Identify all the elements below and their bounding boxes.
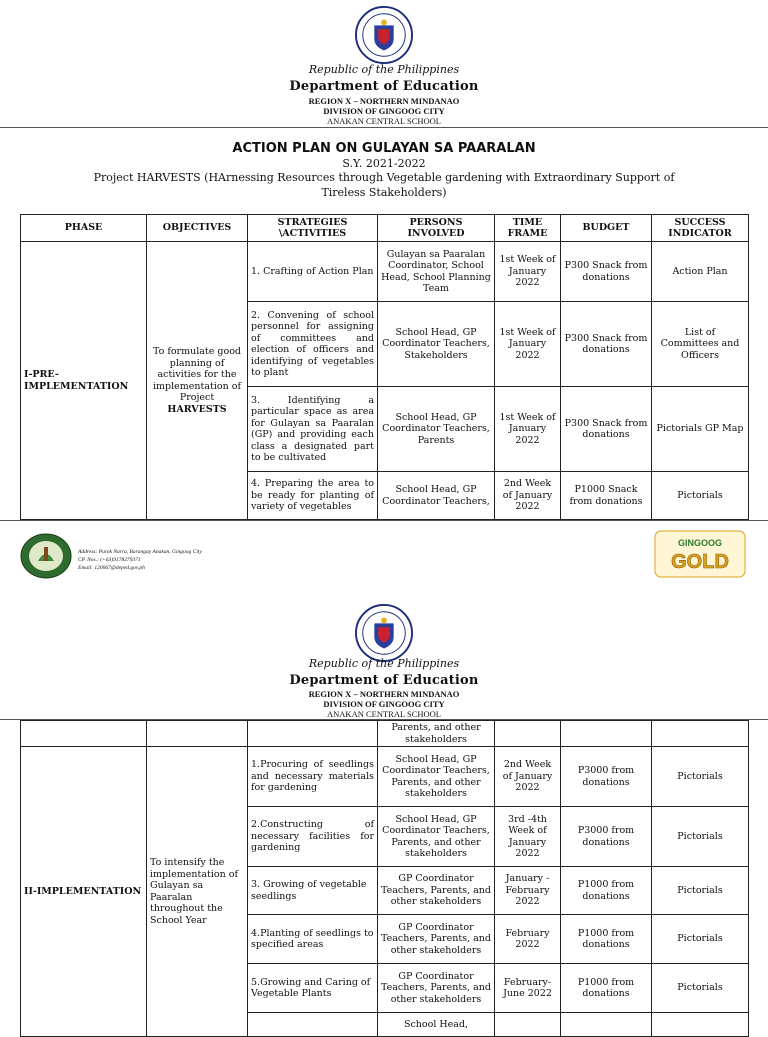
school-text: ANAKAN CENTRAL SCHOOL	[327, 116, 441, 126]
project-line-2: Tireless Stakeholders)	[321, 186, 447, 199]
objective-cell	[147, 721, 248, 747]
indicator-cell: Pictorials	[652, 472, 749, 520]
indicator-cell: Pictorials	[652, 747, 749, 807]
persons-cell: Gulayan sa Paaralan Coordinator, School Head, School Planning Team	[378, 242, 495, 302]
table-row	[21, 747, 749, 807]
persons-cell: GP Coordinator Teachers, Parents, and other stakeholders	[378, 867, 495, 915]
column-header: OBJECTIVES	[147, 215, 248, 242]
objective-cell	[147, 242, 248, 520]
indicator-cell	[652, 721, 749, 747]
division-text: DIVISION OF GINGOOG CITY	[323, 699, 445, 709]
activity-cell: 4.Planting of seedlings to specified areas	[248, 915, 378, 964]
persons-cell: School Head, GP Coordinator Teachers,	[378, 472, 495, 520]
activity-cell: 3. Growing of vegetable seedlings	[248, 867, 378, 915]
time-cell: 1st Week of January 2022	[495, 242, 561, 302]
project-description	[70, 170, 698, 200]
phone-text: CP. Nos.: (+63)9178279371	[78, 557, 141, 563]
indicator-cell: Pictorials	[652, 867, 749, 915]
document-title: ACTION PLAN ON GULAYAN SA PAARALAN	[232, 141, 536, 156]
budget-cell: P1000 from donations	[561, 915, 652, 964]
persons-cell: School Head, GP Coordinator Teachers, Parents	[378, 387, 495, 472]
persons-cell: School Head, GP Coordinator Teachers, Stakeholders	[378, 302, 495, 387]
division-text: DIVISION OF GINGOOG CITY	[323, 106, 445, 116]
persons-cell: GP Coordinator Teachers, Parents, and other stakeholders	[378, 964, 495, 1013]
budget-cell: P1000 from donations	[561, 964, 652, 1013]
svg-text:GINGOOG: GINGOOG	[677, 538, 723, 548]
time-cell: 1st Week of January 2022	[495, 387, 561, 472]
persons-cell: School Head, GP Coordinator Teachers, Parents, and other stakeholders	[378, 747, 495, 807]
activity-cell: 1. Crafting of Action Plan	[248, 242, 378, 302]
time-cell: 1st Week of January 2022	[495, 302, 561, 387]
table-row	[21, 721, 749, 747]
indicator-cell: Pictorials	[652, 964, 749, 1013]
phase-cell: II-IMPLEMENTATION	[21, 747, 147, 1037]
time-cell: February-June 2022	[495, 964, 561, 1013]
header-divider	[0, 127, 768, 128]
department-text: Department of Education	[289, 673, 479, 688]
persons-cell: School Head, GP Coordinator Teachers, Parents, and other stakeholders	[378, 807, 495, 867]
phase-cell	[21, 721, 147, 747]
column-header: PERSONS INVOLVED	[378, 215, 495, 242]
deped-seal-icon	[355, 6, 413, 64]
table-row	[21, 242, 749, 302]
republic-text: Republic of the Philippines	[308, 63, 460, 76]
time-cell: 2nd Week of January 2022	[495, 472, 561, 520]
activity-cell: 2.Constructing of necessary facilities for gardening	[248, 807, 378, 867]
indicator-cell: Action Plan	[652, 242, 749, 302]
time-cell: 2nd Week of January 2022	[495, 747, 561, 807]
persons-cell: School Head,	[378, 1013, 495, 1037]
activity-cell: 1.Procuring of seedlings and necessary materials for gardening	[248, 747, 378, 807]
email-text: Email: 120067@deped.gov.ph	[78, 565, 145, 571]
budget-cell: P1000 from donations	[561, 867, 652, 915]
svg-text:GOLD: GOLD	[671, 551, 729, 573]
page-2	[0, 590, 768, 1030]
activity-cell: 5.Growing and Caring of Vegetable Plants	[248, 964, 378, 1013]
action-plan-table	[20, 214, 749, 520]
republic-text: Republic of the Philippines	[308, 657, 460, 670]
column-header: BUDGET	[561, 215, 652, 242]
activity-cell: 4. Preparing the area to be ready for planting of variety of vegetables	[248, 472, 378, 520]
budget-cell: P1000 Snack from donations	[561, 472, 652, 520]
budget-cell: P300 Snack from donations	[561, 302, 652, 387]
activity-cell	[248, 1013, 378, 1037]
phase-cell: I-PRE-IMPLEMENTATION	[21, 242, 147, 520]
budget-cell	[561, 1013, 652, 1037]
persons-cell: GP Coordinator Teachers, Parents, and other stakeholders	[378, 915, 495, 964]
persons-cell: Parents, and other stakeholders	[378, 721, 495, 747]
indicator-cell	[652, 1013, 749, 1037]
region-text: REGION X – NORTHERN MINDANAO	[308, 96, 460, 106]
column-header: SUCCESS INDICATOR	[652, 215, 749, 242]
budget-cell: P3000 from donations	[561, 807, 652, 867]
activity-cell: 2. Convening of school personnel for assigning of committees and election of officers and identifying of vegetables to plant	[248, 302, 378, 387]
school-logo-icon	[20, 533, 72, 579]
department-text: Department of Education	[289, 79, 479, 94]
time-cell	[495, 1013, 561, 1037]
objective-project-name: HARVESTS	[167, 403, 227, 415]
address-text: Address: Purok Narra, Barangay Anakan, Gingoog City	[78, 549, 202, 555]
activity-cell	[248, 721, 378, 747]
indicator-cell: Pictorials	[652, 807, 749, 867]
indicator-cell: List of Committees and Officers	[652, 302, 749, 387]
column-header: TIME FRAME	[495, 215, 561, 242]
time-cell	[495, 721, 561, 747]
column-header: STRATEGIES \ACTIVITIES	[248, 215, 378, 242]
action-plan-table-continued	[20, 720, 749, 1037]
budget-cell: P300 Snack from donations	[561, 242, 652, 302]
project-line-1: Project HARVESTS (HArnessing Resources through Vegetable gardening with Extraordinary Support of	[93, 171, 675, 184]
indicator-cell: Pictorials GP Map	[652, 387, 749, 472]
gingoog-gold-logo-icon	[654, 530, 746, 578]
school-text: ANAKAN CENTRAL SCHOOL	[327, 709, 441, 719]
time-cell: 3rd -4th Week of January 2022	[495, 807, 561, 867]
region-text: REGION X – NORTHERN MINDANAO	[308, 689, 460, 699]
budget-cell	[561, 721, 652, 747]
budget-cell: P3000 from donations	[561, 747, 652, 807]
budget-cell: P300 Snack from donations	[561, 387, 652, 472]
objective-cell: To intensify the implementation of Gulayan sa Paaralan throughout the School Year	[147, 747, 248, 1037]
objective-text: To formulate good planning of activities for the implementation of Project	[152, 346, 241, 403]
footer-divider	[0, 520, 768, 521]
time-cell: January - February 2022	[495, 867, 561, 915]
time-cell: February 2022	[495, 915, 561, 964]
school-year: S.Y. 2021-2022	[342, 157, 426, 170]
table-header-row	[21, 215, 749, 242]
deped-seal-icon	[355, 604, 413, 662]
footer-address-block	[78, 548, 202, 572]
activity-cell: 3. Identifying a particular space as area for Gulayan sa Paaralan (GP) and providing each class a designated part to be cultivated	[248, 387, 378, 472]
indicator-cell: Pictorials	[652, 915, 749, 964]
column-header: PHASE	[21, 215, 147, 242]
